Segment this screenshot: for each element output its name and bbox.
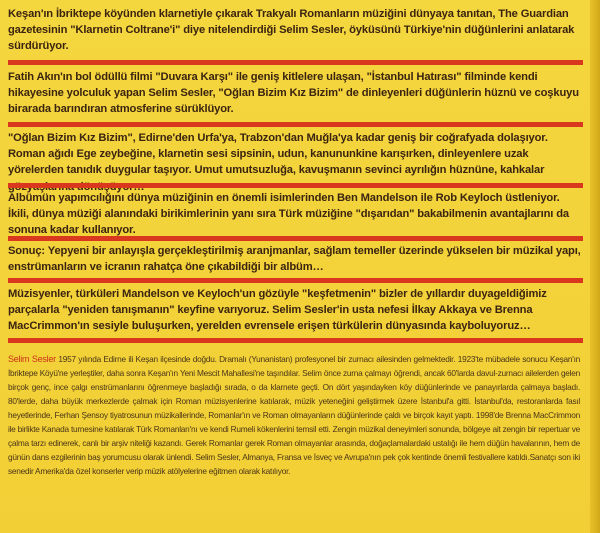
red-divider (8, 278, 583, 283)
artist-name: Selim Sesler (8, 354, 56, 364)
paragraph-result: Sonuç: Yepyeni bir anlayışla gerçekleştirilmiş aranjmanlar, sağlam temeller üzerinde yükselen bir müzikal yapı, enstrümanların ve icranın rahatça öne çıkabildiği bir albüm… (8, 245, 581, 274)
page-edge-shadow (590, 0, 600, 533)
red-divider (8, 122, 583, 127)
paragraph-musicians: Müzisyenler, türküleri Mandelson ve Keyloch'un gözüyle "keşfetmenin" bizler de yıllardır duyageldiğimiz parçalarla "yeniden tanışmanın" keyfine varıyoruz. Selim Sesler'in usta nefesi İlkay Akkaya ve Brenna MacCrimmon'ın sesiyle buluşurken, yerelden evrensele erişen türkülerin dünyasında kayboluyoruz… (8, 288, 547, 333)
paragraph-intro: Keşan'ın İbriktepe köyünden klarnetiyle çıkarak Trakyalı Romanların müziğini dünyaya tanıtan, The Guardian gazetesinin "Klarnetin Coltrane'i" diye nitelendirdiği Selim Sesler, öyküsünü Türkiye'nin düğünlerini anlatarak sürdürüyor. (8, 8, 575, 53)
paragraph-geography: "Oğlan Bizim Kız Bizim", Edirne'den Urfa'ya, Trabzon'dan Muğla'ya kadar geniş bir coğrafyada dolaşıyor. Roman ağıdı Ege zeybeğine, klarnetin sesi sipsinin, udun, kanununkine karışırken, dinleyenlere uzak yörelerden tanıdık duygular taşıyor. Umut umutsuzluğa, kavuşmanın sevinci ayrılığın hüznüne, kahkalar (8, 132, 548, 177)
paragraph-producers: Albümün yapımcılığını dünya müziğinin en önemli isimlerinden Ben Mandelson ile Rob Keyloch üstleniyor. İkili, dünya müziği alanındaki birikimlerinin yanı sıra Türk müziğine "dışarıdan" bakabilmenin avantajlarını da sonuna kadar kullanıyor. (8, 192, 569, 237)
red-divider (8, 183, 583, 188)
red-divider (8, 338, 583, 343)
red-divider (8, 60, 583, 65)
biography (8, 352, 580, 478)
red-divider (8, 236, 583, 241)
paragraph-films: Fatih Akın'ın bol ödüllü filmi "Duvara Karşı" ile geniş kitlelere ulaşan, "İstanbul Hatırası" filminde kendi hikayesine yolculuk yapan Selim Sesler, "Oğlan Bizim Kız Bizim" de dinleyenleri düğünlerin hüznü ve coşkuyu birarada barındıran atmosferine sürüklüyor. (8, 71, 579, 116)
biography-text: 1957 yılında Edirne ili Keşan ilçesinde doğdu. Dramalı (Yunanistan) profesyonel bir zurnacı ailesinden gelmektedir. 1923'te mübadele sonucu Keşan'ın İbriktepe Köyü'ne yerleştiler, daha sonra Keşan'ın Yeni Mescit Mahallesi'ne taşındılar. Selim önce zurna çalmayı öğrendi, ancak 60'larda davul-zurnacı ailelerden gelen birçok genç, ince çalgı enstrümanlarını öğrenmeye başladığı sırada, o da klarnete geçti. On dört yaşındayken köy düğünlerinde ve panayırlarda çalmaya başladı. 80'lerde, daha büyük merkezlerde çalmak için Roman müzisyenlerine katılarak, müzik yeteneğini geliştirmek üzere İstanbul'a gitti. İstanbul'da, restoranlarda fasıl heyetlerinde, Ferhan Şensoy tiyatrosunun müzikallerinde, Romanlar'ın ve Roman olmayanların düğünlerinde çaldı ve birçok kayıt yaptı. 1998'de Brenna MacCrimmon ile birlikte Kanada turnesine katılarak Türk Romanları'nı ve kendi Rumeli kökenlerini temsil etti. Zengin müzikal deneyimleri sonunda, bölgeye ait zengin bir repertuar ve çalma tarzı edinerek, canlı bir arşiv niteliği kazandı. Gerek Romanlar gerek Roman olmayanlar arasında, doğaçlamalardaki ustalığı ile hem düğün havalarının, hem de günün dans ezgilerinin baş yorumcusu olarak ünlendi. Selim Sesler, Almanya, Fransa ve İsveç ve Avrupa'nın pek çok kentinde önemli festivallere katıldı.Sanatçı son iki senedir Amerika'da özel konserler verip müzik atölyelerine eğitmen olarak katılıyor. (8, 354, 581, 476)
